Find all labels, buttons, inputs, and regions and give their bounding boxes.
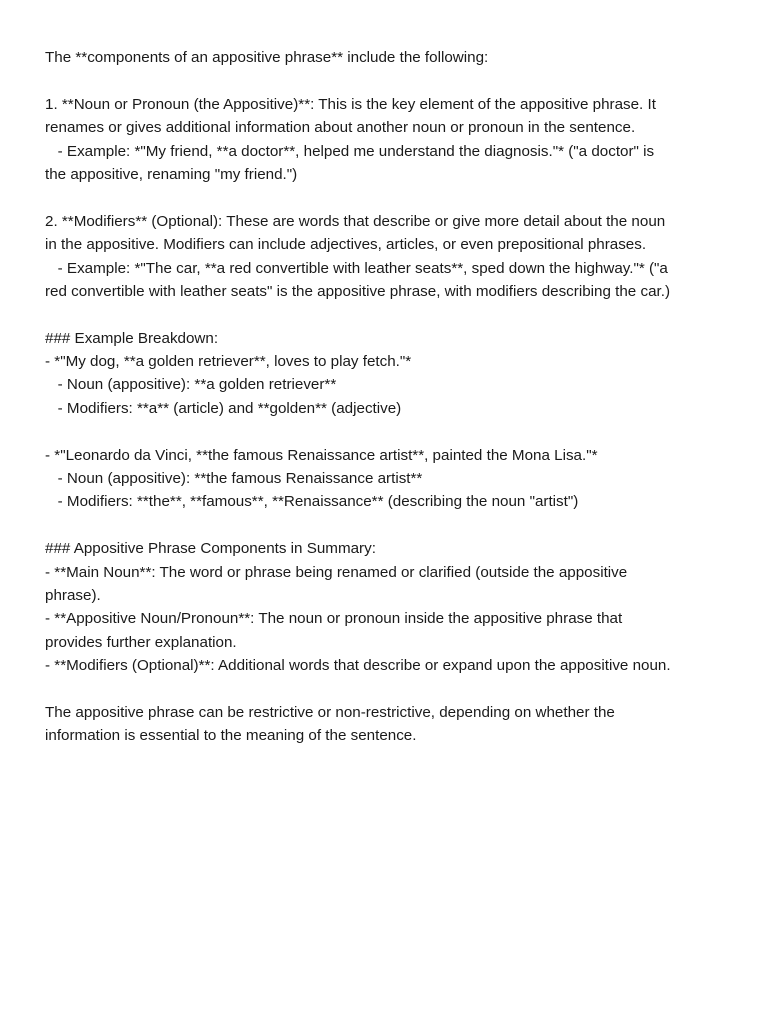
text-line: renames or gives additional information about another noun or pronoun in the sentence. xyxy=(45,119,636,137)
list-item: - Modifiers: **the**, **famous**, **Renaissance** (describing the noun "artist") xyxy=(45,493,579,511)
list-item: - **Main Noun**: The word or phrase being renamed or clarified (outside the appositive xyxy=(45,563,628,581)
section-summary xyxy=(45,537,745,677)
text-line: - Example: *"My friend, **a doctor**, helped me understand the diagnosis."* ("a doctor" is xyxy=(45,142,655,160)
spacer xyxy=(45,186,745,209)
closing-paragraph xyxy=(45,701,745,748)
list-item: - **Modifiers (Optional)**: Additional words that describe or expand upon the appositive noun. xyxy=(45,657,671,675)
spacer xyxy=(45,303,745,326)
text-line: 2. **Modifiers** (Optional): These are words that describe or give more detail about the noun xyxy=(45,212,666,230)
spacer xyxy=(45,514,745,537)
text-line: the appositive, renaming "my friend.") xyxy=(45,165,298,183)
list-item: - Noun (appositive): **the famous Renaissance artist** xyxy=(45,470,423,488)
list-item: - Noun (appositive): **a golden retriever** xyxy=(45,376,337,394)
spacer xyxy=(45,678,745,701)
section-noun-pronoun xyxy=(45,93,745,187)
text-line: red convertible with leather seats" is the appositive phrase, with modifiers describing the car.) xyxy=(45,282,671,300)
list-item: - **Appositive Noun/Pronoun**: The noun or pronoun inside the appositive phrase that xyxy=(45,610,623,628)
text-line: information is essential to the meaning of the sentence. xyxy=(45,727,417,745)
list-item: - Modifiers: **a** (article) and **golden** (adjective) xyxy=(45,399,402,417)
text-line: The appositive phrase can be restrictive or non-restrictive, depending on whether the xyxy=(45,703,615,721)
list-item: provides further explanation. xyxy=(45,633,237,651)
list-item: phrase). xyxy=(45,586,101,604)
list-item: - *"My dog, **a golden retriever**, loves to play fetch."* xyxy=(45,353,412,371)
spacer xyxy=(45,420,745,443)
spacer xyxy=(45,69,745,92)
intro-paragraph: The **components of an appositive phrase** include the following: xyxy=(45,49,489,66)
text-line: in the appositive. Modifiers can include adjectives, articles, or even prepositional phrases. xyxy=(45,236,647,254)
document-body xyxy=(45,46,745,748)
text-line: 1. **Noun or Pronoun (the Appositive)**: This is the key element of the appositive phrase. It xyxy=(45,95,656,113)
text-line: - Example: *"The car, **a red convertible with leather seats**, sped down the highway."* ("a xyxy=(45,259,668,277)
section-heading: ### Example Breakdown: xyxy=(45,329,219,347)
section-heading: ### Appositive Phrase Components in Summary: xyxy=(45,540,376,558)
section-example-breakdown xyxy=(45,327,745,514)
list-item: - *"Leonardo da Vinci, **the famous Renaissance artist**, painted the Mona Lisa."* xyxy=(45,446,598,464)
section-modifiers xyxy=(45,210,745,304)
